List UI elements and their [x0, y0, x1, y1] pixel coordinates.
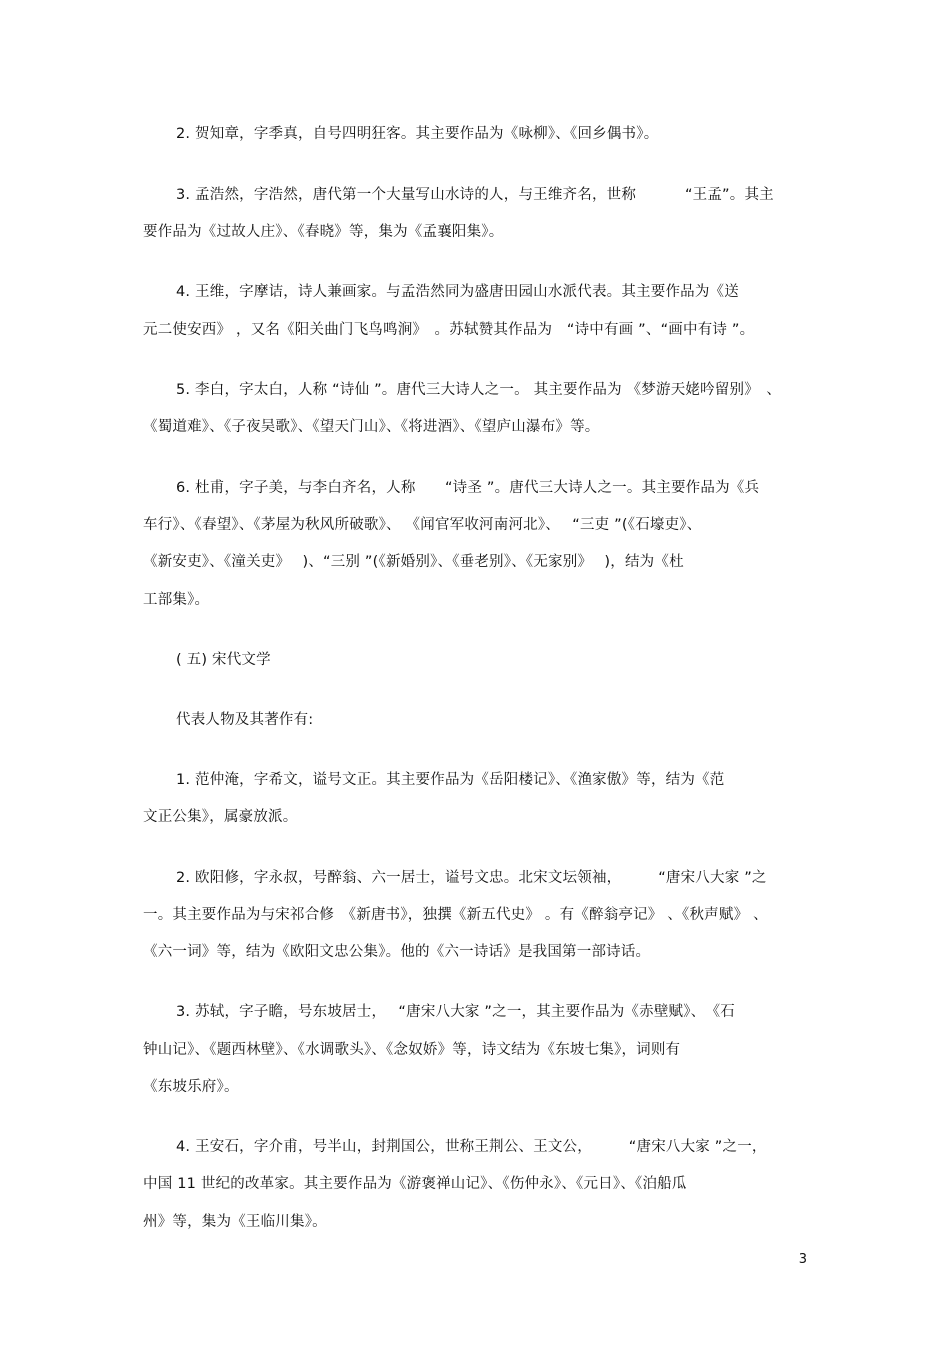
text-line: 《新安吏》、《潼关吏》 )、“三别 ”(《新婚别》、《垂老别》、《无家别》 )，结为《杜	[143, 554, 684, 570]
text-line: 要作品为《过故人庄》、《春晓》等，集为《孟襄阳集》。	[143, 224, 504, 240]
text-line: 代表人物及其著作有:	[176, 712, 314, 728]
text-line: 元二使安西》 ，又名《阳关曲门飞鸟鸣涧》 。苏轼赞其作品为 “诗中有画 ”、“画中有诗 ”。	[143, 322, 755, 338]
text-line: 6. 杜甫，字子美，与李白齐名，人称 “诗圣 ”。唐代三大诗人之一。其主要作品为《兵	[176, 480, 760, 496]
text-line: 5. 李白，字太白，人称 “诗仙 ”。唐代三大诗人之一。 其主要作品为 《梦游天姥吟留别》 、	[176, 382, 782, 398]
text-line: 工部集》。	[143, 592, 210, 608]
text-line: 文正公集》，属豪放派。	[143, 809, 298, 825]
text-line: 州》等，集为《王临川集》。	[143, 1214, 327, 1230]
text-line: 《东坡乐府》。	[143, 1079, 239, 1095]
text-line: 钟山记》、《题西林壁》、《水调歌头》、《念奴娇》等，诗文结为《东坡七集》，词则有	[143, 1042, 681, 1058]
text-line: 2. 贺知章，字季真，自号四明狂客。其主要作品为《咏柳》、《回乡偶书》。	[176, 126, 659, 142]
text-line: 《六一词》等，结为《欧阳文忠公集》。他的《六一诗话》是我国第一部诗话。	[143, 944, 651, 960]
section-heading: ( 五) 宋代文学	[176, 652, 271, 668]
page-number: 3	[798, 1252, 807, 1267]
text-line: 2. 欧阳修，字永叔，号醉翁、六一居士，谥号文忠。北宋文坛领袖， “唐宋八大家 ”之	[176, 870, 767, 886]
text-line: 《蜀道难》、《子夜吴歌》、《望天门山》、《将进酒》、《望庐山瀑布》等。	[143, 419, 600, 435]
text-line: 3. 苏轼，字子瞻，号东坡居士， “唐宋八大家 ”之一，其主要作品为《赤壁赋》、 《石	[176, 1004, 735, 1020]
text-line: 中国 11 世纪的改革家。其主要作品为《游褒禅山记》、《伤仲永》、《元日》、《泊船瓜	[143, 1176, 687, 1192]
text-line: 一。其主要作品为与宋祁合修 《新唐书》，独撰《新五代史》 。有《醉翁亭记》 、《秋声赋》 、	[143, 907, 768, 923]
text-line: 4. 王维，字摩诘，诗人兼画家。与孟浩然同为盛唐田园山水派代表。其主要作品为《送	[176, 284, 739, 300]
text-line: 车行》、《春望》、《茅屋为秋风所破歌》、 《闻官军收河南河北》、 “三吏 ”(《石壕吏》、	[143, 517, 702, 533]
text-line: 1. 范仲淹，字希文，谥号文正。其主要作品为《岳阳楼记》、《渔家傲》等，结为《范	[176, 772, 725, 788]
text-line: 3. 孟浩然，字浩然，唐代第一个大量写山水诗的人，与王维齐名，世称 “王孟”。其主	[176, 187, 774, 203]
text-line: 4. 王安石，字介甫，号半山，封荆国公，世称王荆公、王文公， “唐宋八大家 ”之一，	[176, 1139, 767, 1155]
